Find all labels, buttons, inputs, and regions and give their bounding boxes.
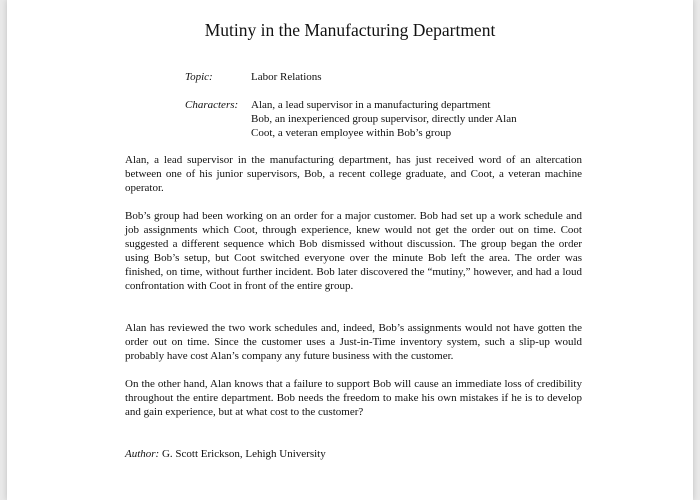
topic-value: Labor Relations: [251, 71, 322, 83]
paragraph-3: Alan has reviewed the two work schedules and, indeed, Bob’s assignments would not have gotten the order out on time. Since the customer uses a Just-in-Time inventory system, such a slip-up would probably have cost Alan’s company any future business with the customer.: [125, 322, 582, 362]
document-page: [7, 0, 693, 500]
character-bob: Bob, an inexperienced group supervisor, directly under Alan: [251, 113, 517, 125]
topic-label: Topic:: [185, 71, 213, 83]
page-title: Mutiny in the Manufacturing Department: [204, 20, 496, 40]
characters-label: Characters:: [185, 99, 239, 111]
character-coot: Coot, a veteran employee within Bob’s group: [251, 127, 452, 139]
paragraph-1: Alan, a lead supervisor in the manufacturing department, has just received word of an altercation between one of his junior supervisors, Bob, a recent college graduate, and Coot, a veteran machine operator.: [125, 154, 582, 194]
paragraph-4: On the other hand, Alan knows that a failure to support Bob will cause an immediate loss of credibility throughout the entire department. Bob needs the freedom to make his own mistakes if he is to develop and gain experience, but at what cost to the customer?: [125, 378, 582, 418]
character-alan: Alan, a lead supervisor in a manufacturing department: [251, 99, 491, 111]
characters-list: [251, 98, 571, 140]
paragraph-2: Bob’s group had been working on an order for a major customer. Bob had set up a work schedule and job assignments which Coot, through experience, knew would not get the order out on time. Coot suggested a different sequence which Bob dismissed without discussion. The group began the order using Bob’s setup, but Coot switched everyone over the minute Bob left the area. The order was finished, on time, without further incident. Bob later discovered the “mutiny,” however, and had a loud confrontation with Coot in front of the entire group.: [125, 210, 582, 292]
author-value: G. Scott Erickson, Lehigh University: [161, 448, 326, 460]
author-label: Author:: [125, 448, 162, 460]
author-line: [125, 447, 326, 461]
